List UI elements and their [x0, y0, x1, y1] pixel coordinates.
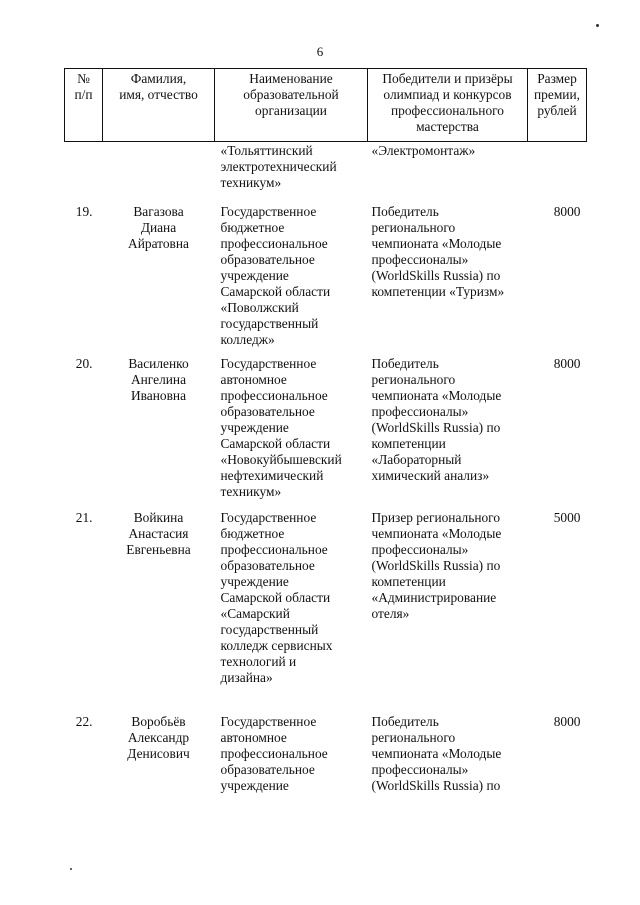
header-line: Фамилия, [130, 71, 187, 86]
achievement-text-line: регионального [371, 220, 456, 235]
organization-name-line: учреждение [220, 268, 289, 283]
row-number: 21. [75, 510, 93, 525]
organization-name-line: профессиональное [220, 236, 328, 251]
achievement-text-line: компетенции «Туризм» [371, 284, 505, 299]
header-achievement [368, 69, 528, 142]
student-name-line: Диана [140, 220, 177, 235]
organization-name-line: учреждение [220, 420, 289, 435]
header-line: организации [255, 103, 327, 118]
organization-name [215, 510, 368, 714]
organization-name-line: профессиональное [220, 542, 328, 557]
organization-name-line: технологий и [220, 654, 297, 669]
prize-amount: 8000 [553, 204, 581, 219]
achievement-text-line: химический анализ» [371, 468, 490, 483]
organization-name-line: образовательное [220, 558, 315, 573]
organization-name-line: бюджетное [220, 220, 285, 235]
achievement-text [368, 510, 528, 714]
student-name-line: Ангелина [130, 372, 187, 387]
header-line: п/п [74, 87, 93, 102]
header-line: образовательной [243, 87, 339, 102]
header-line: премии, [534, 87, 580, 102]
table-row [65, 510, 587, 714]
page-number: 6 [316, 44, 324, 59]
achievement-text-line: (WorldSkills Russia) по [371, 268, 501, 283]
achievement-text-line: регионального [371, 730, 456, 745]
student-name [103, 510, 215, 714]
organization-name-line: автономное [220, 372, 287, 387]
achievement-text [368, 204, 528, 356]
organization-name-line: образовательное [220, 762, 315, 777]
achievement-text-line: профессионалы» [371, 404, 469, 419]
header-line: рублей [537, 103, 577, 118]
organization-name [215, 142, 368, 205]
table-body [65, 142, 587, 819]
achievement-text-line: «Администрирование [371, 590, 497, 605]
organization-name [215, 204, 368, 356]
header-num [65, 69, 103, 142]
organization-name-line: колледж сервисных [220, 638, 333, 653]
student-name [103, 204, 215, 356]
header-line: имя, отчество [119, 87, 198, 102]
student-name-line: Александр [127, 730, 190, 745]
achievement-text-line: (WorldSkills Russia) по [371, 778, 501, 793]
organization-name-line: техникум» [220, 175, 282, 190]
achievement-text-line: профессионалы» [371, 762, 469, 777]
header-name [103, 69, 215, 142]
organization-name-line: учреждение [220, 778, 289, 793]
achievement-text-line: (WorldSkills Russia) по [371, 420, 501, 435]
organization-name-line: Государственное [220, 204, 317, 219]
organization-name-line: «Тольяттинский [220, 143, 313, 158]
achievement-text-line: компетенции [371, 574, 446, 589]
achievement-text [368, 356, 528, 510]
row-number [65, 142, 103, 205]
organization-name-line: образовательное [220, 404, 315, 419]
student-name-line: Воробьёв [131, 714, 186, 729]
header-line: Победители и призёры [382, 71, 513, 86]
achievement-text-line: чемпионата «Молодые [371, 236, 502, 251]
organization-name [215, 714, 368, 818]
organization-name-line: автономное [220, 730, 287, 745]
header-line: Размер [537, 71, 577, 86]
organization-name-line: бюджетное [220, 526, 285, 541]
organization-name [215, 356, 368, 510]
achievement-text [368, 142, 528, 205]
organization-name-line: нефтехимический [220, 468, 324, 483]
header-org [215, 69, 368, 142]
organization-name-line: Самарской области [220, 284, 331, 299]
scan-speck [70, 868, 72, 870]
achievement-text-line: чемпионата «Молодые [371, 526, 502, 541]
organization-name-line: профессиональное [220, 746, 328, 761]
achievement-text-line: «Лабораторный [371, 452, 462, 467]
organization-name-line: государственный [220, 316, 319, 331]
achievement-text-line: регионального [371, 372, 456, 387]
organization-name-line: электротехнический [220, 159, 337, 174]
organization-name-line: профессиональное [220, 388, 328, 403]
prize-amount [528, 142, 587, 205]
organization-name-line: Самарской области [220, 590, 331, 605]
header-line: мастерства [416, 119, 479, 134]
award-table [64, 68, 587, 818]
student-name-line: Вагазова [133, 204, 184, 219]
organization-name-line: «Новокуйбышевский [220, 452, 342, 467]
achievement-text-line: Победитель [371, 714, 439, 729]
achievement-text-line: чемпионата «Молодые [371, 388, 502, 403]
scan-speck [596, 24, 599, 27]
header-line: профессионального [391, 103, 504, 118]
prize-amount: 5000 [553, 510, 581, 525]
organization-name-line: «Поволжский [220, 300, 299, 315]
prize-amount: 8000 [553, 714, 581, 729]
achievement-text [368, 714, 528, 818]
table-row [65, 204, 587, 356]
row-number: 20. [75, 356, 93, 371]
student-name-line: Ивановна [130, 388, 187, 403]
header-prize [528, 69, 587, 142]
achievement-text-line: компетенции [371, 436, 446, 451]
organization-name-line: государственный [220, 622, 319, 637]
row-number: 22. [75, 714, 93, 729]
header-line: олимпиад и конкурсов [383, 87, 512, 102]
organization-name-line: техникум» [220, 484, 282, 499]
organization-name-line: Государственное [220, 356, 317, 371]
organization-name-line: «Самарский [220, 606, 290, 621]
achievement-text-line: профессионалы» [371, 542, 469, 557]
student-name [103, 714, 215, 818]
organization-name-line: Государственное [220, 714, 317, 729]
table-row [65, 714, 587, 818]
student-name-line: Василенко [128, 356, 189, 371]
header-line: № [77, 71, 90, 86]
row-number: 19. [75, 204, 93, 219]
student-name-line: Евгеньевна [126, 542, 191, 557]
table-row [65, 356, 587, 510]
header-line: Наименование [249, 71, 333, 86]
student-name-line: Айратовна [128, 236, 189, 251]
student-name [103, 356, 215, 510]
organization-name-line: дизайна» [220, 670, 273, 685]
student-name-line: Денисович [127, 746, 190, 761]
organization-name-line: учреждение [220, 574, 289, 589]
student-name-line: Войкина [133, 510, 184, 525]
achievement-text-line: отеля» [371, 606, 410, 621]
organization-name-line: образовательное [220, 252, 315, 267]
achievement-text-line: Победитель [371, 204, 439, 219]
achievement-text-line: «Электромонтаж» [371, 143, 476, 158]
achievement-text-line: Призер регионального [371, 510, 501, 525]
organization-name-line: колледж» [220, 332, 275, 347]
prize-amount: 8000 [553, 356, 581, 371]
achievement-text-line: чемпионата «Молодые [371, 746, 502, 761]
table-header-row [65, 69, 587, 142]
achievement-text-line: (WorldSkills Russia) по [371, 558, 501, 573]
table-row [65, 142, 587, 205]
student-name-line: Анастасия [128, 526, 189, 541]
organization-name-line: Государственное [220, 510, 317, 525]
organization-name-line: Самарской области [220, 436, 331, 451]
student-name [103, 142, 215, 205]
achievement-text-line: Победитель [371, 356, 439, 371]
achievement-text-line: профессионалы» [371, 252, 469, 267]
